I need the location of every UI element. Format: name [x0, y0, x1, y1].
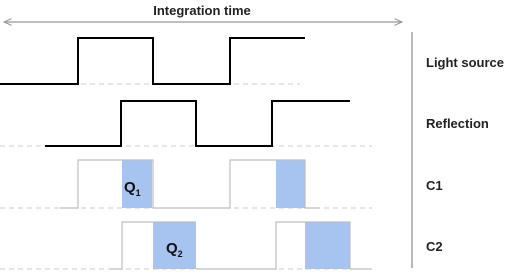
c1-charge-region: [276, 160, 305, 208]
light-source-waveform: [0, 38, 305, 84]
c2-charge-region: [305, 222, 350, 269]
c2-label: C2: [426, 239, 443, 254]
c1-charge-label: $Q_1$: [124, 179, 141, 198]
integration-time-title: Integration time: [153, 3, 251, 18]
c2-charge-label: $Q_2$: [166, 240, 183, 259]
c1-label: C1: [426, 178, 443, 193]
reflection-label: Reflection: [426, 116, 489, 131]
light-source-label: Light source: [426, 55, 505, 70]
reflection-waveform: [45, 101, 350, 146]
